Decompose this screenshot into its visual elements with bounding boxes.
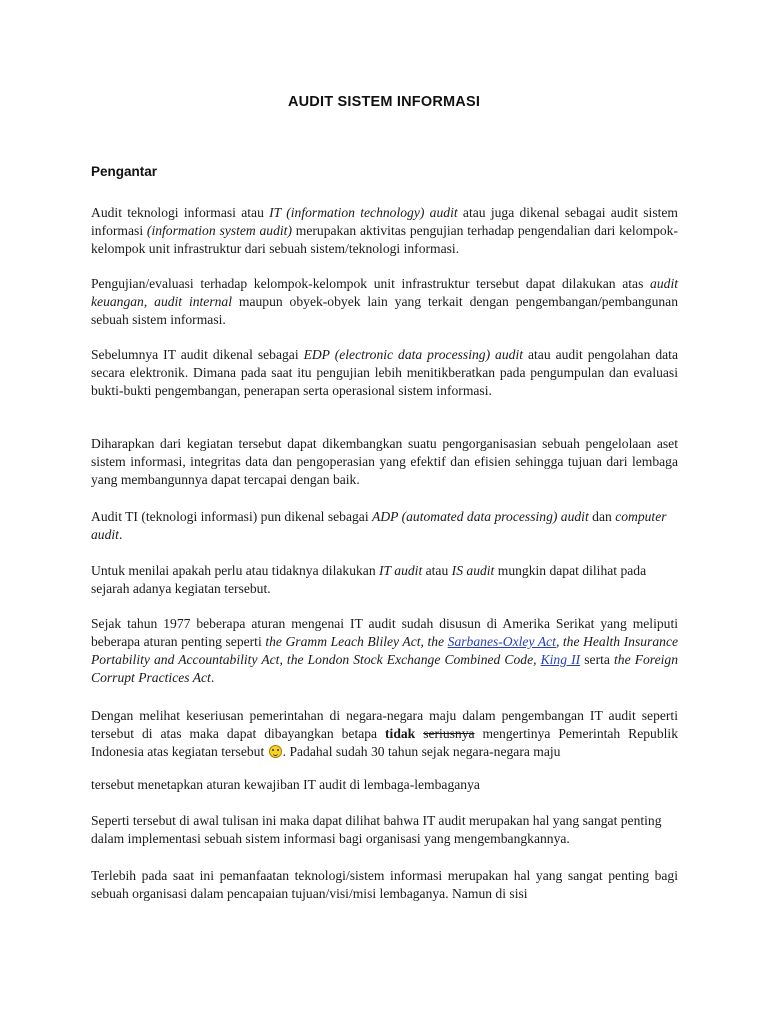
sarbanes-oxley-link[interactable]: Sarbanes-Oxley Act [447,634,556,649]
paragraph-5: Audit TI (teknologi informasi) pun dikenal sebagai ADP (automated data processing) audit dan computer audit. [91,509,667,542]
document-title: AUDIT SISTEM INFORMASI [287,94,481,110]
strikethrough-text: seriusnya [423,726,475,741]
paragraph-6: Untuk menilai apakah perlu atau tidaknya dilakukan IT audit atau IS audit mungkin dapat dilihat pada sejarah adanya kegiatan tersebut. [91,563,647,596]
paragraph-10: Seperti tersebut di awal tulisan ini maka dapat dilihat bahwa IT audit merupakan hal yang sangat penting dalam implementasi sebuah sistem informasi bagi organisasi yang mengembangkannya. [91,813,662,846]
paragraph-7: Sejak tahun 1977 beberapa aturan mengenai IT audit sudah disusun di Amerika Serikat yang meliputi beberapa aturan penting seperti the Gramm Leach Bliley Act, the Sarbanes-Oxley Act, the Health Insurance Portability and Accountability Act, the London Stock Exchange Combined Code, King II serta the Foreign Corrupt Practices Act. [91,616,679,685]
paragraph-4: Diharapkan dari kegiatan tersebut dapat dikembangkan suatu pengorganisasian sebuah pengelolaan aset sistem informasi, integritas data dan pengoperasian yang efektif dan efisien sehingga tujuan dari lembaga yang membangunnya dapat tercapai dengan baik. [91,436,678,487]
king-ii-link[interactable]: King II [540,652,581,667]
paragraph-8: Dengan melihat keseriusan pemerintahan di negara-negara maju dalam pengembangan IT audit seperti tersebut di atas maka dapat dibayangkan betapa tidak seriusnya mengertinya Pemerintah Republik Indonesia atas kegiatan tersebut . Padahal sudah 30 tahun sejak negara-negara maju [91,708,678,759]
section-heading: Pengantar [91,164,158,179]
paragraph-1: Audit teknologi informasi atau IT (information technology) audit atau juga dikenal sebagai audit sistem informasi (information system audit) merupakan aktivitas pengujian terhadap pengendalian dari kelompok-kelompok unit infrastruktur dari sebuah sistem/teknologi informasi. [91,205,678,256]
smiley-emoticon-icon [269,745,282,758]
paragraph-2: Pengujian/evaluasi terhadap kelompok-kelompok unit infrastruktur tersebut dapat dilakukan atas audit keuangan, audit internal maupun obyek-obyek lain yang terkait dengan pengembangan/pembangunan sebuah sistem informasi. [91,276,679,327]
paragraph-11: Terlebih pada saat ini pemanfaatan teknologi/sistem informasi merupakan hal yang sangat penting bagi sebuah organisasi dalam pencapaian tujuan/visi/misi lembaganya. Namun di sisi [91,868,678,901]
paragraph-3: Sebelumnya IT audit dikenal sebagai EDP (electronic data processing) audit atau audit pengolahan data secara elektronik. Dimana pada saat itu pengujian lebih menitikberatkan pada pengumpulan dan evaluasi bukti-bukti pengembangan, penerapan serta operasional sistem informasi. [91,347,678,398]
paragraph-9: tersebut menetapkan aturan kewajiban IT audit di lembaga-lembaganya [91,777,480,792]
